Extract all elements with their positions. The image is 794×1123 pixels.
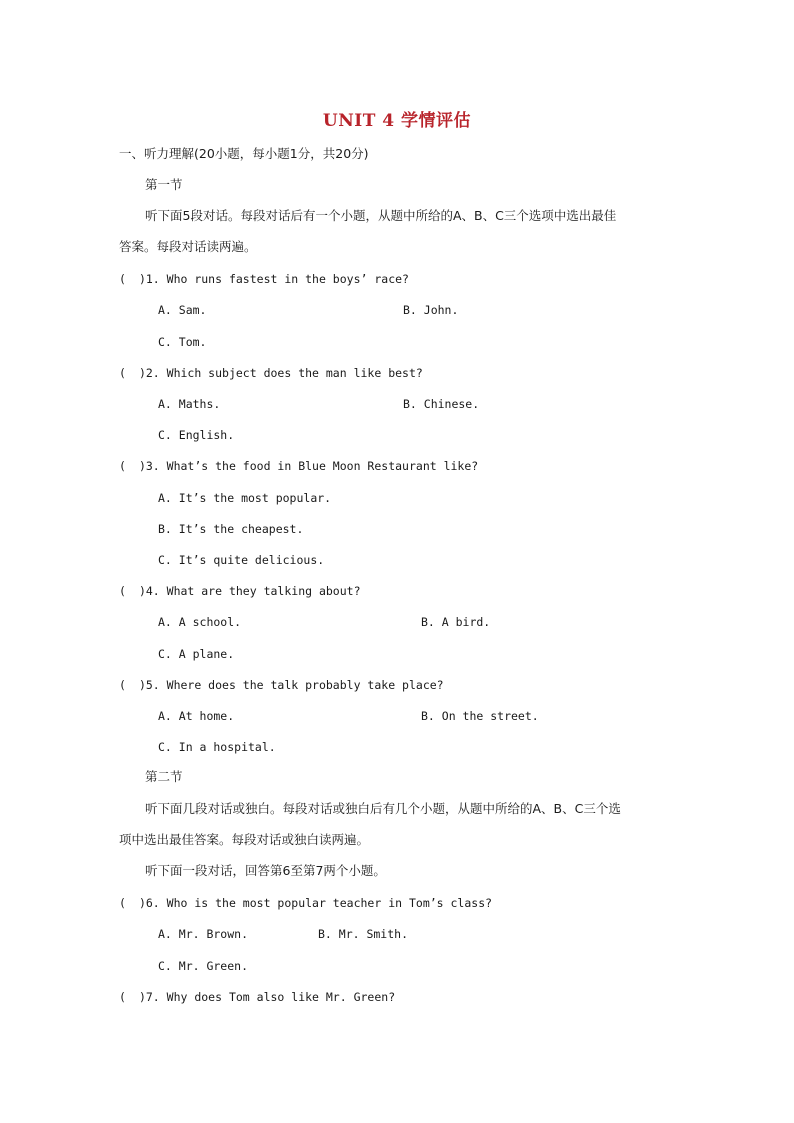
answer-bracket-open: ( xyxy=(119,459,126,473)
option-a: A. A school. xyxy=(158,615,242,629)
question-stem xyxy=(119,895,492,911)
answer-bracket-close: ) xyxy=(138,990,146,1004)
option-c: C. Mr. Green. xyxy=(158,959,249,973)
option-b: B. A bird. xyxy=(421,615,491,629)
answer-bracket-close: ) xyxy=(138,584,146,598)
answer-bracket-open: ( xyxy=(119,366,126,380)
part-label: 第一节 xyxy=(145,177,183,192)
option-c: C. In a hospital. xyxy=(158,740,276,754)
answer-bracket-close: ) xyxy=(138,896,146,910)
question-stem xyxy=(119,365,423,381)
question-stem xyxy=(119,989,395,1005)
question-text: 6. Who is the most popular teacher in Tom’s class? xyxy=(145,896,493,910)
question-stem xyxy=(119,271,409,287)
option-b: B. Mr. Smith. xyxy=(318,927,409,941)
option-c: C. A plane. xyxy=(158,647,235,661)
answer-bracket-close: ) xyxy=(138,366,146,380)
option-c: C. English. xyxy=(158,428,235,442)
answer-bracket-open: ( xyxy=(119,896,126,910)
instruction-line: 听下面5段对话。每段对话后有一个小题，从题中所给的A、B、C三个选项中选出最佳 xyxy=(145,208,617,223)
answer-bracket-open: ( xyxy=(119,990,126,1004)
answer-bracket-open: ( xyxy=(119,272,126,286)
option-b: B. Chinese. xyxy=(403,397,480,411)
question-text: 3. What’s the food in Blue Moon Restaurant like? xyxy=(145,459,479,473)
option-a: A. Sam. xyxy=(158,303,207,317)
question-stem xyxy=(119,458,478,474)
section-heading: 一、听力理解(20小题，每小题1分，共20分) xyxy=(119,146,369,161)
instruction-line: 听下面几段对话或独白。每段对话或独白后有几个小题，从题中所给的A、B、C三个选 xyxy=(145,801,621,816)
option-a: A. Maths. xyxy=(158,397,221,411)
answer-bracket-close: ) xyxy=(138,678,146,692)
page-title: UNIT 4 学情评估 xyxy=(322,111,472,131)
question-text: 1. Who runs fastest in the boys’ race? xyxy=(145,272,409,286)
instruction-line: 项中选出最佳答案。每段对话或独白读两遍。 xyxy=(119,832,370,847)
question-text: 5. Where does the talk probably take place? xyxy=(145,678,444,692)
question-stem xyxy=(119,677,444,693)
option-b: B. On the street. xyxy=(421,709,539,723)
answer-bracket-close: ) xyxy=(138,459,146,473)
option-c: C. Tom. xyxy=(158,335,207,349)
instruction-line: 答案。每段对话读两遍。 xyxy=(119,239,257,254)
option-b: B. It’s the cheapest. xyxy=(158,522,304,536)
option-a: A. At home. xyxy=(158,709,235,723)
answer-bracket-close: ) xyxy=(138,272,146,286)
question-text: 2. Which subject does the man like best? xyxy=(145,366,423,380)
answer-bracket-open: ( xyxy=(119,678,126,692)
answer-bracket-open: ( xyxy=(119,584,126,598)
question-text: 7. Why does Tom also like Mr. Green? xyxy=(145,990,396,1004)
question-stem xyxy=(119,583,361,599)
sub-instruction: 听下面一段对话，回答第6至第7两个小题。 xyxy=(145,863,386,878)
option-a: A. Mr. Brown. xyxy=(158,927,249,941)
option-a: A. It’s the most popular. xyxy=(158,491,332,505)
question-text: 4. What are they talking about? xyxy=(145,584,361,598)
part-label: 第二节 xyxy=(145,769,183,784)
option-b: B. John. xyxy=(403,303,459,317)
option-c: C. It’s quite delicious. xyxy=(158,553,325,567)
